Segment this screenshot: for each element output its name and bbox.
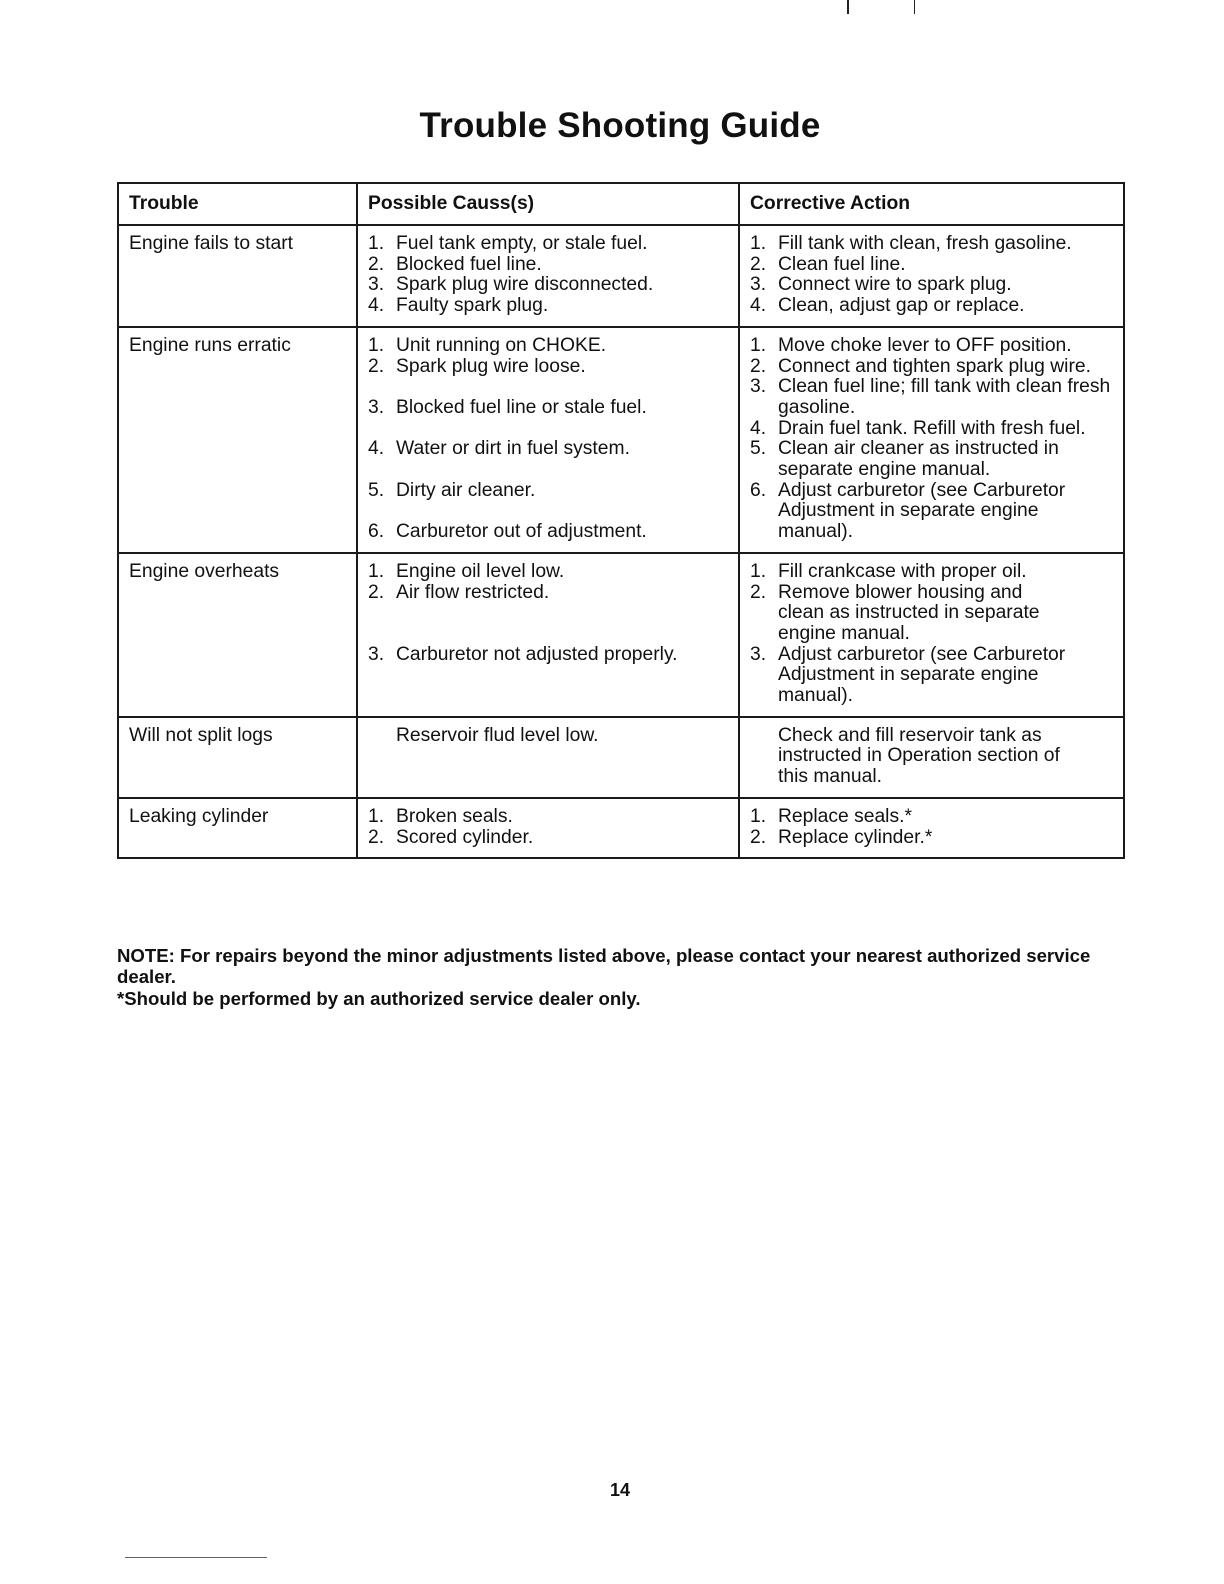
action-item: 1. Move choke lever to OFF position.	[750, 334, 1072, 356]
action-item: 3. Adjust carburetor (see Carburetor Adjustment in separate engine manual).	[750, 643, 1066, 707]
footer-line	[125, 1557, 267, 1558]
action-item: 1. Replace seals.*	[750, 805, 912, 827]
trouble-cell: Engine overheats	[118, 553, 357, 717]
table-row	[118, 798, 1124, 858]
troubleshooting-table	[117, 182, 1125, 859]
cause-item: 1. Engine oil level low.	[368, 560, 565, 582]
cause-item: 2. Spark plug wire loose.	[368, 355, 586, 377]
cause-item: 2. Blocked fuel line.	[368, 253, 542, 275]
causes-cell	[357, 225, 739, 327]
cause-item: 1. Fuel tank empty, or stale fuel.	[368, 233, 648, 254]
causes-cell	[357, 553, 739, 717]
causes-cell	[357, 327, 739, 553]
cause-item: 4. Water or dirt in fuel system.	[368, 438, 630, 460]
action-item: 6. Adjust carburetor (see Carburetor Adjustment in separate engine manual).	[750, 479, 1066, 543]
trouble-cell: Engine fails to start	[118, 225, 357, 327]
cause-item: 4. Faulty spark plug.	[368, 295, 549, 317]
action-item: 2. Remove blower housing and clean as instructed in separate engine manual.	[750, 581, 1040, 644]
action-item: 2. Connect and tighten spark plug wire.	[750, 355, 1091, 377]
actions-cell	[739, 553, 1124, 717]
causes-cell	[357, 798, 739, 858]
page-number: 14	[609, 1480, 631, 1500]
cause-item: 2. Air flow restricted.	[368, 581, 550, 603]
header-trouble: Trouble	[118, 183, 357, 225]
action-item: 3. Connect wire to spark plug.	[750, 274, 1012, 296]
cause-item: 5. Dirty air cleaner.	[368, 479, 536, 501]
actions-cell	[739, 717, 1124, 798]
actions-cell	[739, 327, 1124, 553]
table-header-row	[118, 183, 1124, 225]
trouble-cell: Leaking cylinder	[118, 798, 357, 858]
trouble-cell: Engine runs erratic	[118, 327, 357, 553]
table-row	[118, 327, 1124, 553]
actions-cell	[739, 798, 1124, 858]
header-possible-causes: Possible Causs(s)	[357, 183, 739, 225]
footnote: *Should be performed by an authorized service dealer only.	[117, 988, 641, 1009]
table-row	[118, 225, 1124, 327]
page-title: Trouble Shooting Guide	[419, 106, 821, 145]
table-row	[118, 553, 1124, 717]
action-item: 2. Clean fuel line.	[750, 253, 906, 275]
scan-mark	[914, 0, 915, 14]
actions-cell	[739, 225, 1124, 327]
action-item: 3. Clean fuel line; fill tank with clean fresh gasoline.	[750, 376, 1111, 418]
action-item: Check and fill reservoir tank as instructed in Operation section of this manual.	[778, 724, 1060, 788]
action-item: 2. Replace cylinder.*	[750, 826, 933, 848]
action-item: 1. Fill crankcase with proper oil.	[750, 560, 1027, 582]
action-item: 4. Clean, adjust gap or replace.	[750, 295, 1025, 317]
repair-note: NOTE: For repairs beyond the minor adjustments listed above, please contact your nearest authorized service dealer.	[117, 945, 1091, 987]
scan-mark	[847, 0, 849, 14]
table-row	[118, 717, 1124, 798]
causes-cell	[357, 717, 739, 798]
trouble-cell: Will not split logs	[118, 717, 357, 798]
header-corrective-action: Corrective Action	[739, 183, 1124, 225]
cause-item: 1. Unit running on CHOKE.	[368, 334, 607, 356]
cause-item: Reservoir flud level low.	[396, 724, 599, 746]
cause-item: 3. Spark plug wire disconnected.	[368, 274, 654, 296]
action-item: 4. Drain fuel tank. Refill with fresh fuel.	[750, 417, 1086, 439]
cause-item: 1. Broken seals.	[368, 805, 513, 827]
cause-item: 2. Scored cylinder.	[368, 826, 534, 848]
action-item: 5. Clean air cleaner as instructed in separate engine manual.	[750, 438, 1059, 481]
cause-item: 3. Carburetor not adjusted properly.	[368, 643, 678, 665]
cause-item: 3. Blocked fuel line or stale fuel.	[368, 396, 647, 418]
cause-item: 6. Carburetor out of adjustment.	[368, 521, 647, 543]
action-item: 1. Fill tank with clean, fresh gasoline.	[750, 233, 1072, 254]
